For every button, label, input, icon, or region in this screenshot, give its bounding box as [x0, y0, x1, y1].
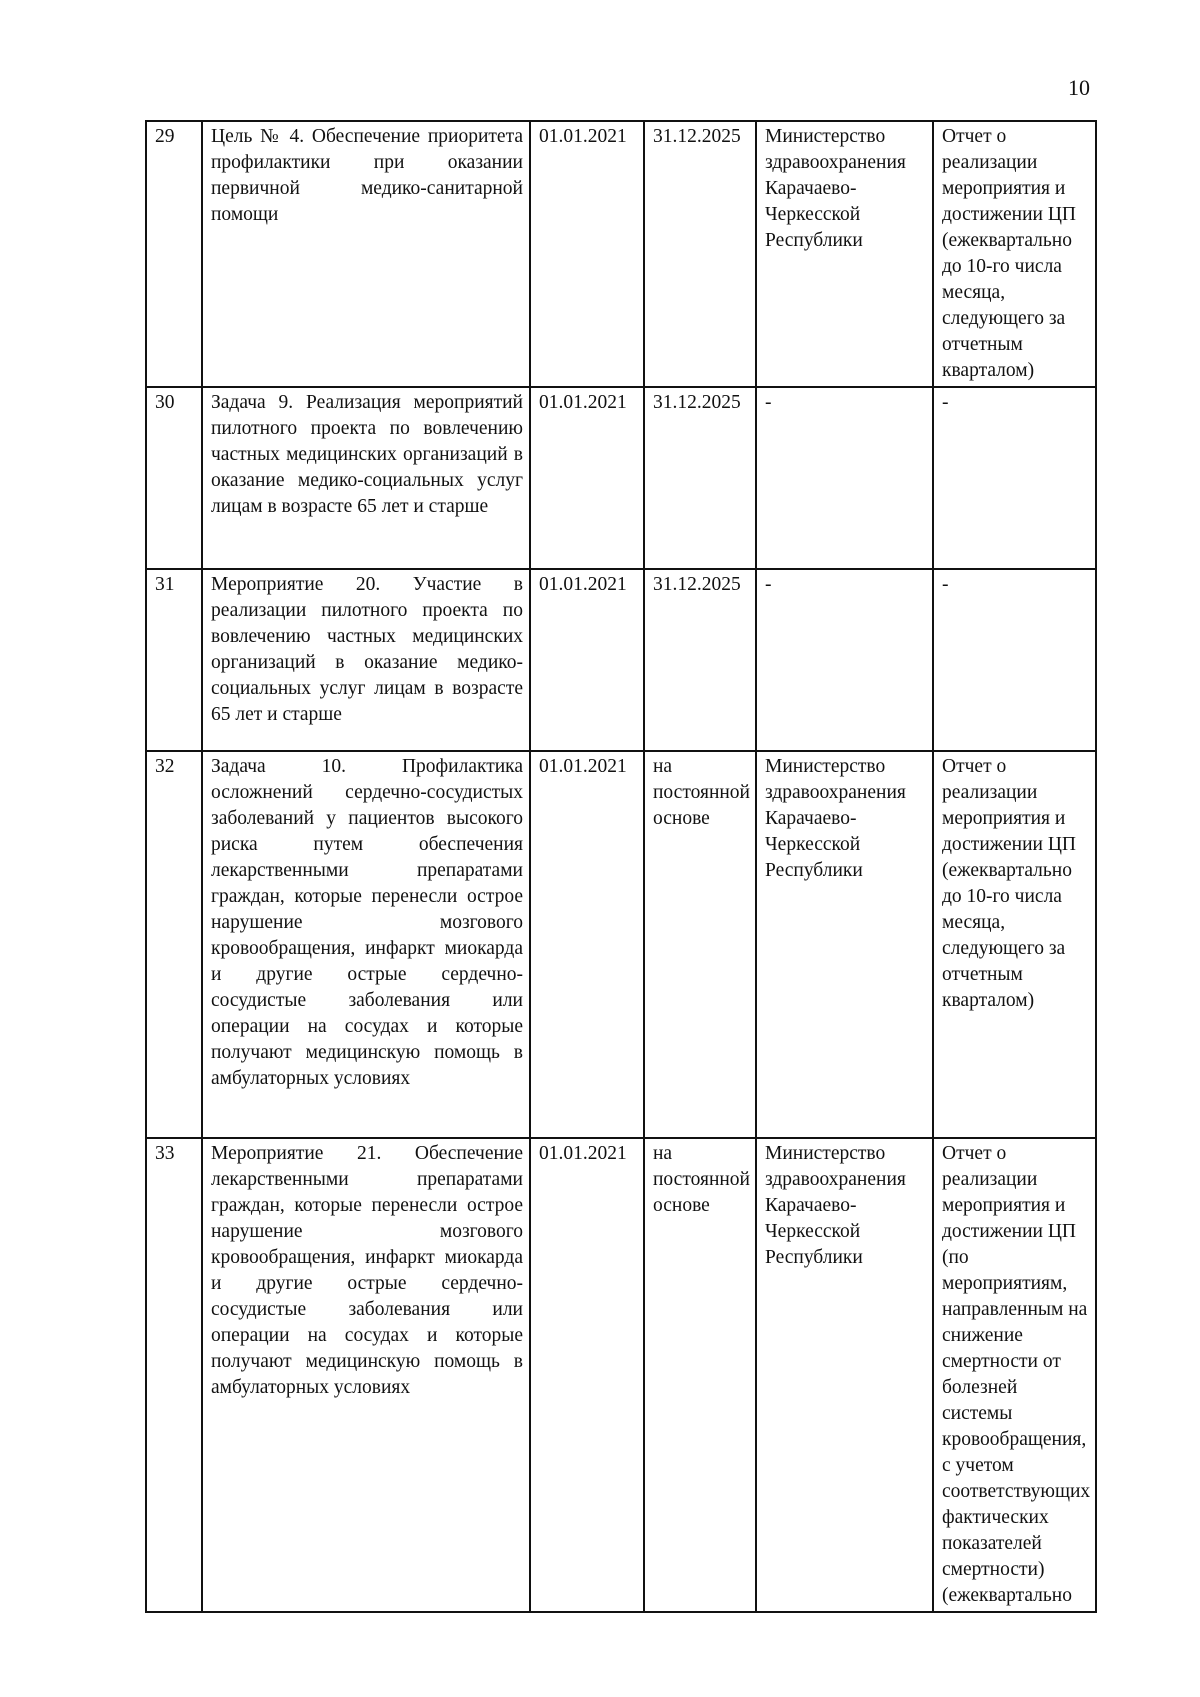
executor: - [756, 387, 933, 569]
measures-table [145, 120, 1097, 1613]
report-form: - [933, 569, 1096, 751]
table-row [146, 387, 1096, 569]
table-row [146, 751, 1096, 1138]
start-date: 01.01.2021 [530, 751, 644, 1138]
executor: - [756, 569, 933, 751]
report-form: Отчет о реализации мероприятия и достижении ЦП (по мероприятиям, направленным на снижение смертности от болезней системы кровообращения, с учетом соответствующих фактических показателей смертности) (ежеквартально [933, 1138, 1096, 1612]
table-row [146, 1138, 1096, 1612]
measure-name: Задача 10. Профилактика осложнений сердечно-сосудистых заболеваний у пациентов высокого риска путем обеспечения лекарственными препаратами граждан, которые перенесли острое нарушение мозгового кровообращения, инфаркт миокарда и другие острые сердечно-сосудистые заболевания или операции на сосудах и которые получают медицинскую помощь в амбулаторных условиях [202, 751, 530, 1138]
end-date: на постоянной основе [644, 1138, 756, 1612]
table-row [146, 569, 1096, 751]
measure-name: Цель № 4. Обеспечение приоритета профилактики при оказании первичной медико-санитарной помощи [202, 121, 530, 387]
row-number: 30 [146, 387, 202, 569]
end-date: 31.12.2025 [644, 569, 756, 751]
report-form: Отчет о реализации мероприятия и достижении ЦП (ежеквартально до 10-го числа месяца, следующего за отчетным кварталом) [933, 751, 1096, 1138]
executor: Министерство здравоохранения Карачаево-Черкесской Республики [756, 121, 933, 387]
end-date: на постоянной основе [644, 751, 756, 1138]
row-number: 33 [146, 1138, 202, 1612]
page-number: 10 [1068, 75, 1090, 100]
executor: Министерство здравоохранения Карачаево-Черкесской Республики [756, 751, 933, 1138]
row-number: 29 [146, 121, 202, 387]
measure-name: Мероприятие 21. Обеспечение лекарственными препаратами граждан, которые перенесли острое нарушение мозгового кровообращения, инфаркт миокарда и другие острые сердечно-сосудистые заболевания или операции на сосудах и которые получают медицинскую помощь в амбулаторных условиях [202, 1138, 530, 1612]
end-date: 31.12.2025 [644, 387, 756, 569]
row-number: 32 [146, 751, 202, 1138]
row-number: 31 [146, 569, 202, 751]
executor: Министерство здравоохранения Карачаево-Черкесской Республики [756, 1138, 933, 1612]
measure-name: Мероприятие 20. Участие в реализации пилотного проекта по вовлечению частных медицинских организаций в оказание медико-социальных услуг лицам в возрасте 65 лет и старше [202, 569, 530, 751]
start-date: 01.01.2021 [530, 121, 644, 387]
start-date: 01.01.2021 [530, 1138, 644, 1612]
report-form: - [933, 387, 1096, 569]
start-date: 01.01.2021 [530, 387, 644, 569]
start-date: 01.01.2021 [530, 569, 644, 751]
measure-name: Задача 9. Реализация мероприятий пилотного проекта по вовлечению частных медицинских организаций в оказание медико-социальных услуг лицам в возрасте 65 лет и старше [202, 387, 530, 569]
end-date: 31.12.2025 [644, 121, 756, 387]
report-form: Отчет о реализации мероприятия и достижении ЦП (ежеквартально до 10-го числа месяца, следующего за отчетным кварталом) [933, 121, 1096, 387]
table-row [146, 121, 1096, 387]
